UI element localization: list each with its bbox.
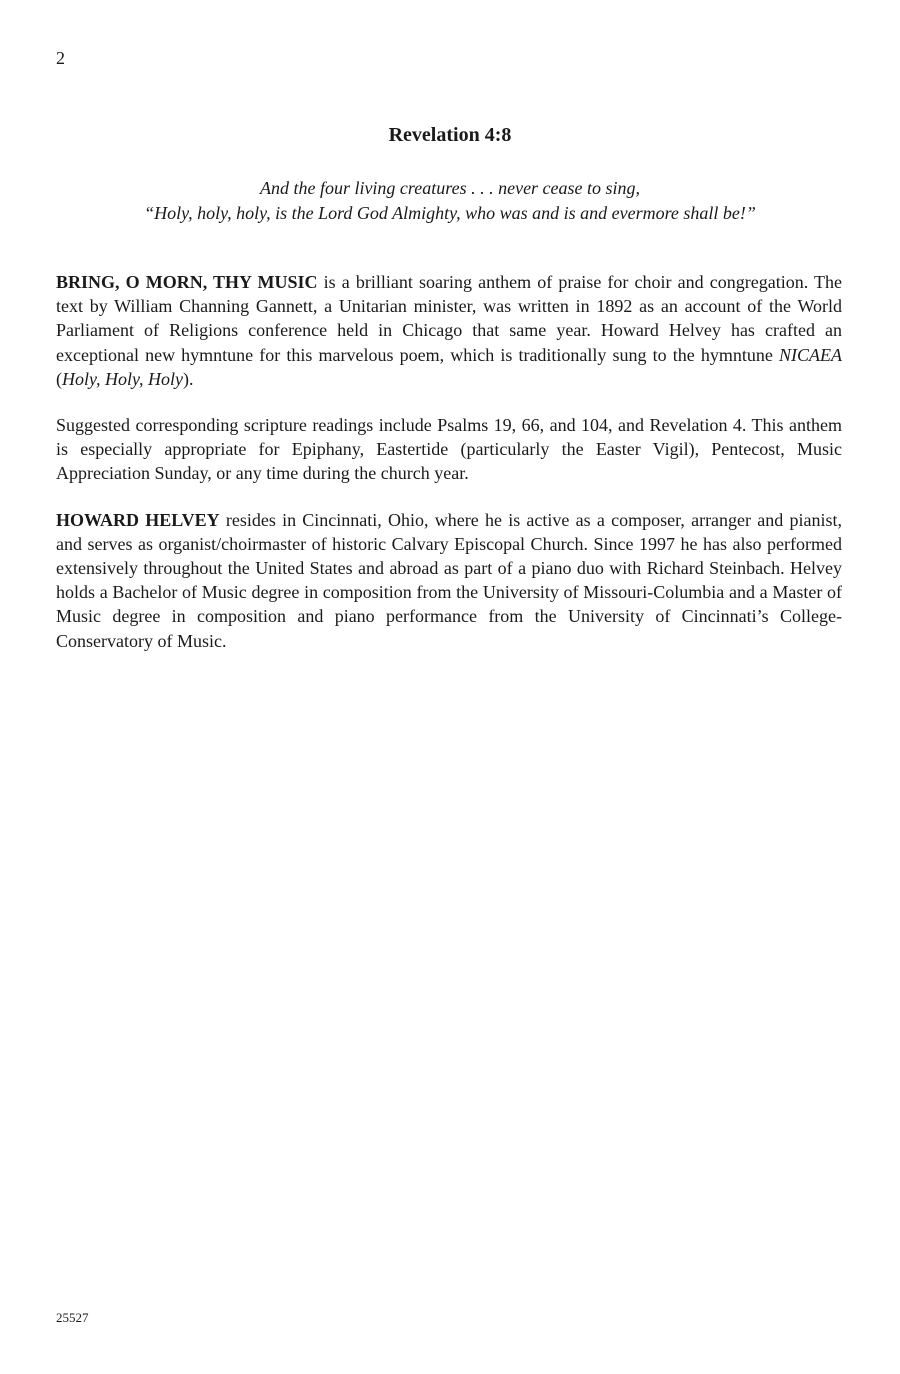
paragraph-composer-bio (56, 508, 842, 653)
page-number: 2 (56, 48, 65, 68)
scripture-reference: Revelation 4:8 (388, 124, 512, 146)
anthem-description-text: is a brilliant soaring anthem of praise for choir and congregation. The text by William Channing Gannett, a Unitarian minister, was written in 1892 as an account of the World Parliament of Religions conference held in Chicago that same year. Howard Helvey has crafted an exceptional new hymntune for this marvelous poem, which is traditionally sung to the hymntune (56, 272, 843, 365)
hymntune-name: NICAEA (779, 344, 842, 365)
paragraph-scripture-readings: Suggested corresponding scripture readings include Psalms 19, 66, and 104, and Revelation 4. This anthem is especially appropriate for Epiphany, Eastertide (particularly the Easter Vigil), Pentecost, Music Appreciation Sunday, or any time during the church year. (56, 415, 842, 484)
composer-bio-text: resides in Cincinnati, Ohio, where he is active as a composer, arranger and pianist, and serves as organist/choirmaster of historic Calvary Episcopal Church. Since 1997 he has also performed extensively throughout the United States and abroad as part of a piano duo with Richard Steinbach. Helvey holds a Bachelor of Music degree in composition from the University of Missouri-Columbia and a Master of Music degree in composition and piano performance from the University of Cincinnati’s College-Conservatory of Music. (56, 509, 842, 651)
paren-open: ( (56, 368, 62, 389)
scripture-quote-line-2: “Holy, holy, holy, is the Lord God Almighty, who was and is and evermore shall be!” (144, 203, 756, 223)
scripture-quote-line-1: And the four living creatures . . . never cease to sing, (259, 178, 641, 198)
catalog-number: 25527 (56, 1310, 89, 1325)
composer-name: HOWARD HELVEY (56, 509, 220, 530)
anthem-title: BRING, O MORN, THY MUSIC (56, 272, 318, 292)
paren-close: ). (182, 368, 194, 389)
scripture-quote (0, 176, 900, 226)
hymntune-alt-name: Holy, Holy, Holy (62, 368, 183, 389)
body-text (56, 270, 842, 675)
paragraph-anthem-description (56, 270, 842, 391)
